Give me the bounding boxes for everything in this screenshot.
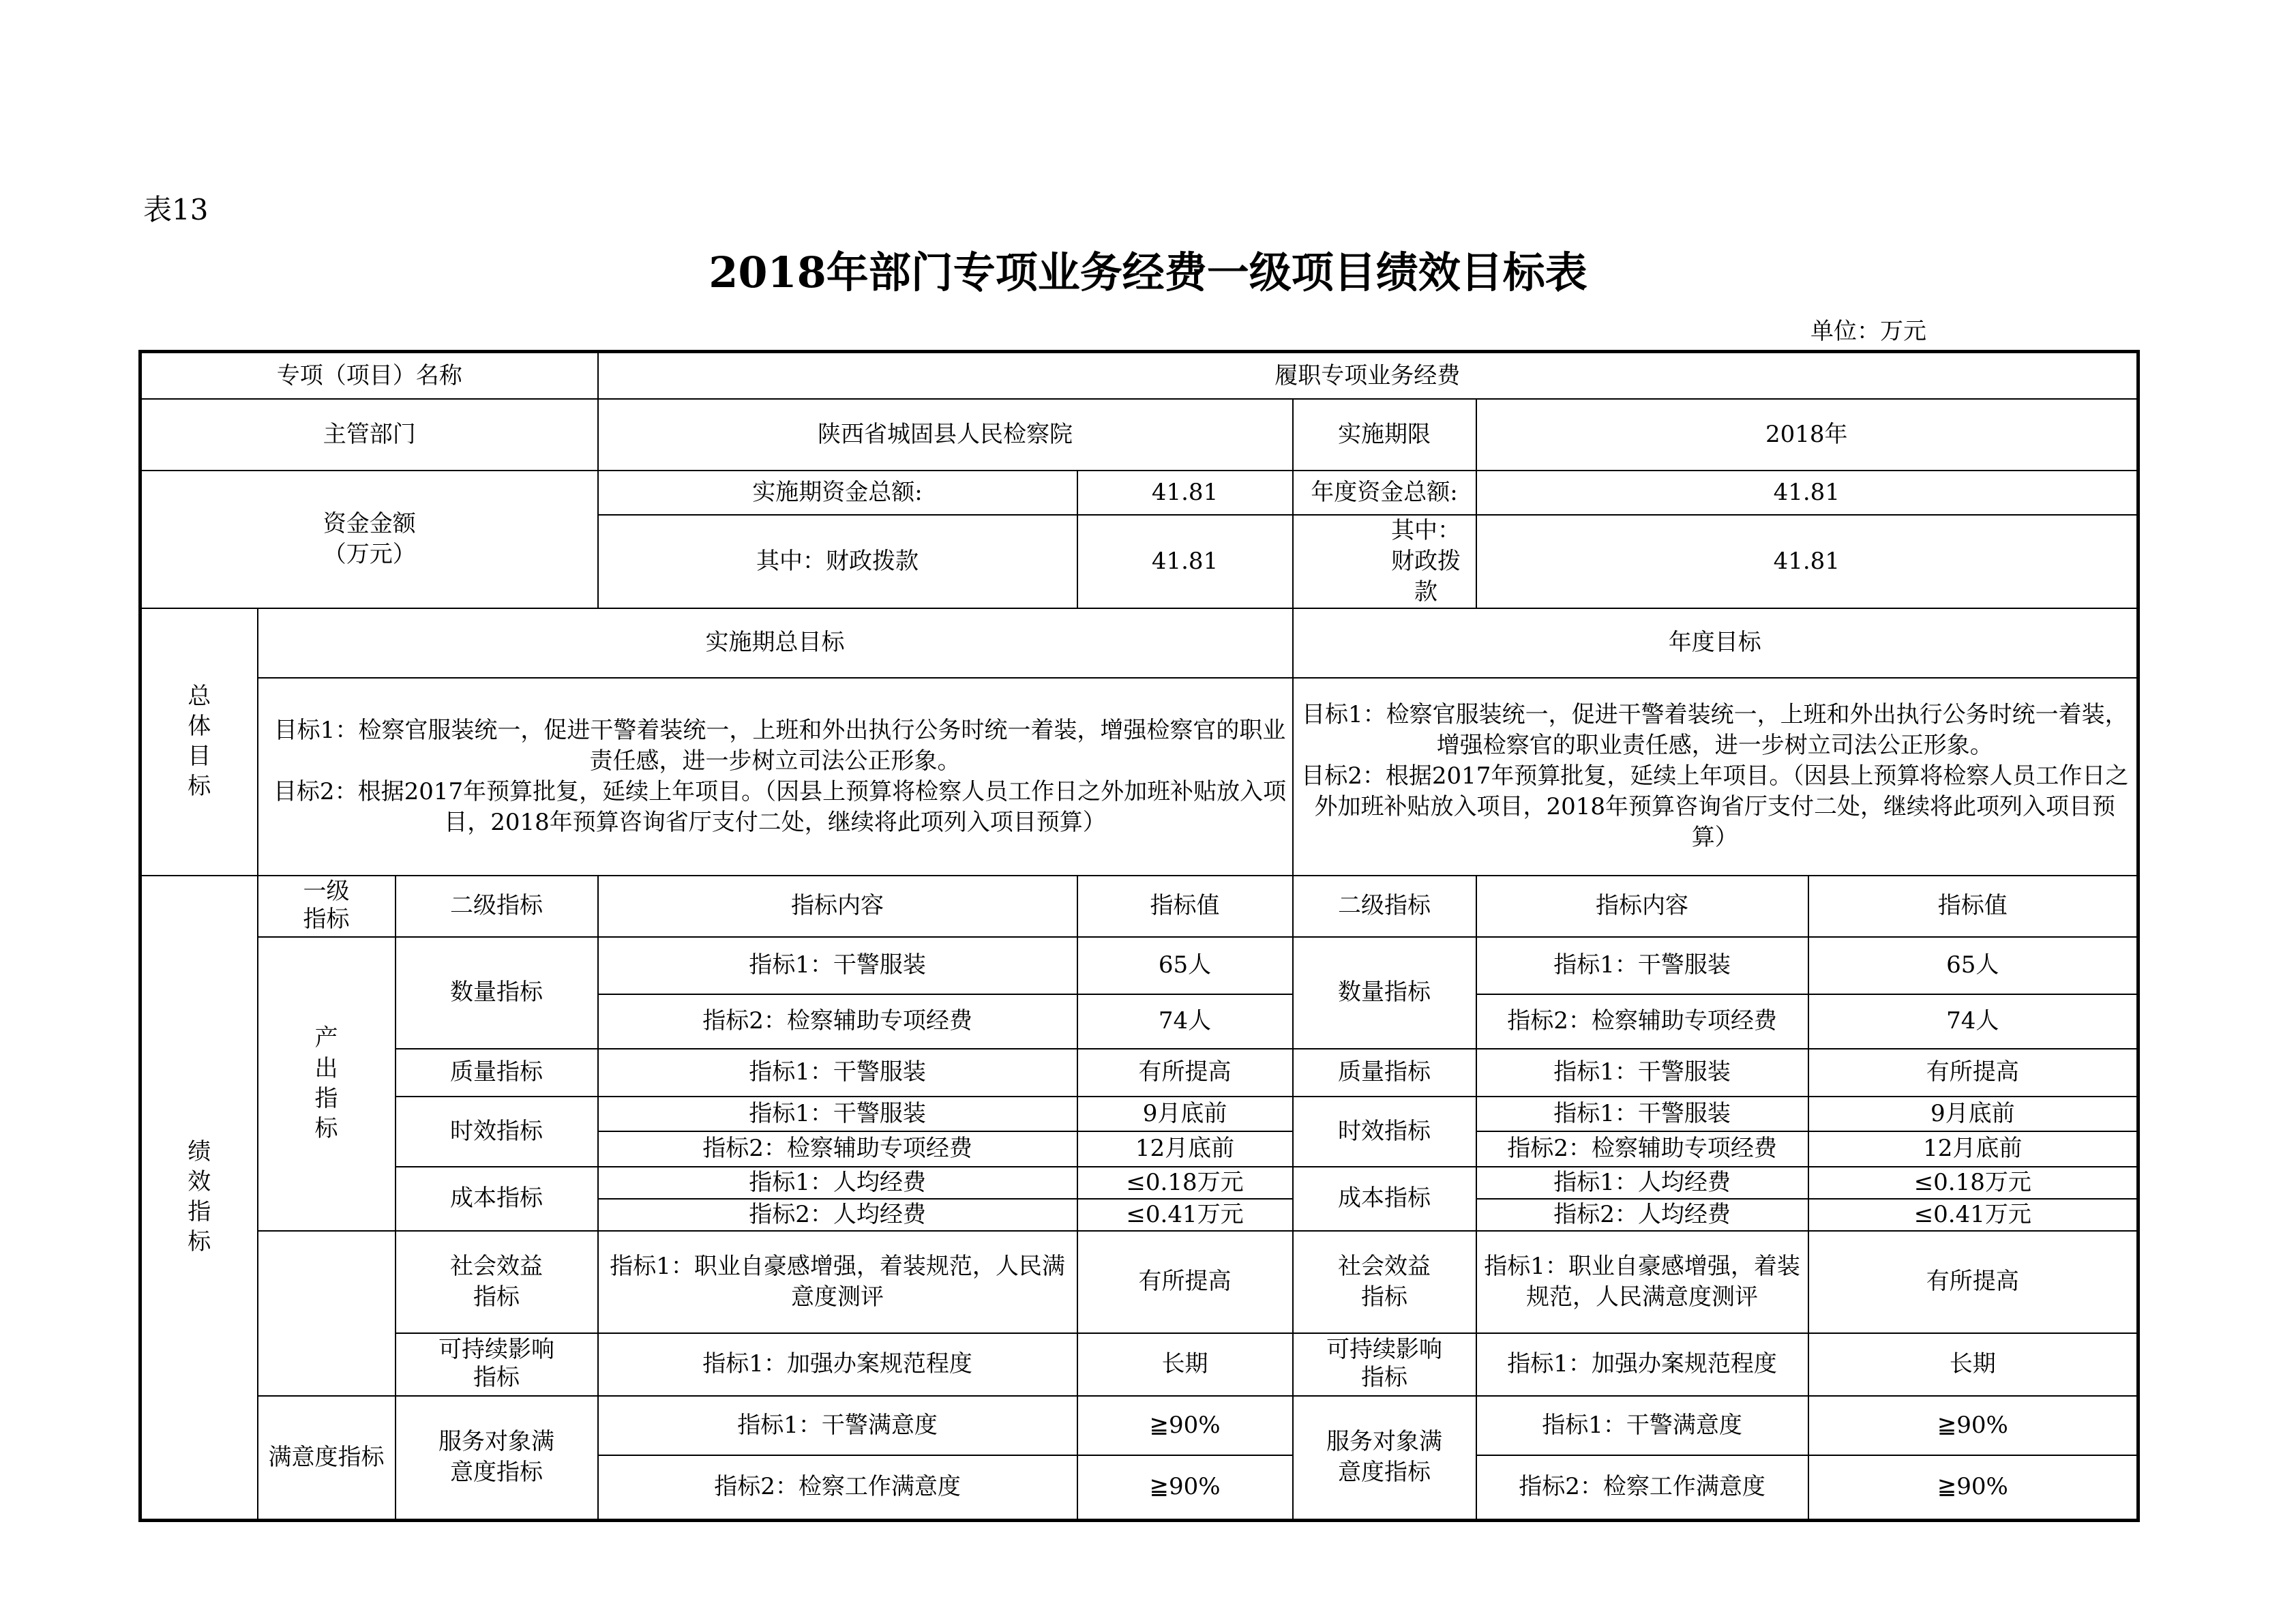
- indicator-value: ≧90%: [1077, 1455, 1293, 1521]
- table-row: [140, 1097, 2138, 1131]
- fund-fiscal-label: 其中：财政拨款: [598, 515, 1077, 608]
- indicator-value-right: ≧90%: [1808, 1396, 2138, 1455]
- indicator-content: 指标2：检察辅助专项经费: [598, 1131, 1077, 1167]
- indicator-content-right: 指标1：干警满意度: [1476, 1396, 1808, 1455]
- sustain-category: 可持续影响指标: [396, 1333, 598, 1396]
- effect-indicators-label: [258, 1231, 396, 1396]
- quantity-category-right: 数量指标: [1293, 937, 1476, 1049]
- fund-label: [140, 471, 598, 608]
- indicator-content: 指标1：干警服装: [598, 1049, 1077, 1097]
- indicator-value-right: ≤0.18万元: [1808, 1167, 2138, 1199]
- table-number: 表13: [143, 193, 209, 226]
- fund-total-row: [140, 471, 2138, 515]
- performance-table: [138, 350, 2140, 1522]
- indicator-content: 指标1：职业自豪感增强，着装规范，人民满意度测评: [598, 1231, 1077, 1333]
- fund-fiscal-value: 41.81: [1077, 515, 1293, 608]
- indicator-content-right: 指标2：检察工作满意度: [1476, 1455, 1808, 1521]
- table-row: [140, 937, 2138, 994]
- indicator-value-right: 74人: [1808, 994, 2138, 1049]
- goals-text-row: [140, 678, 2138, 876]
- overall-goals-label: 总体目标: [140, 608, 258, 876]
- output-indicators-label: 产出指标: [258, 937, 396, 1231]
- table-row: [140, 1396, 2138, 1455]
- cost-category-right: 成本指标: [1293, 1167, 1476, 1231]
- fund-label-sub: （万元）: [323, 540, 416, 568]
- period-goal-text: [258, 678, 1293, 876]
- indicator-content: 指标2：检察工作满意度: [598, 1455, 1077, 1521]
- period-label: 实施期限: [1293, 399, 1476, 471]
- indicator-value: 长期: [1077, 1333, 1293, 1396]
- sustain-category-right: 可持续影响指标: [1293, 1333, 1476, 1396]
- table-row: [140, 1333, 2138, 1396]
- indicator-value: 9月底前: [1077, 1097, 1293, 1131]
- department-value: 陕西省城固县人民检察院: [598, 399, 1293, 471]
- period-goal-2: 目标2：根据2017年预算批复，延续上年项目。（因县上预算将检察人员工作日之外加班补贴放入项目，2018年预算咨询省厅支付二处，继续将此项列入项目预算）: [273, 777, 1287, 836]
- indicator-value: ≤0.18万元: [1077, 1167, 1293, 1199]
- project-name-value: 履职专项业务经费: [598, 352, 2138, 400]
- indicator-content-right: 指标2：人均经费: [1476, 1199, 1808, 1231]
- content-header-right: 指标内容: [1476, 876, 1808, 937]
- indicator-content: 指标1：人均经费: [598, 1167, 1077, 1199]
- timeliness-category: 时效指标: [396, 1097, 598, 1167]
- indicator-value: 74人: [1077, 994, 1293, 1049]
- indicator-content-right: 指标1：人均经费: [1476, 1167, 1808, 1199]
- service-category: 服务对象满意度指标: [396, 1396, 598, 1521]
- indicator-content-right: 指标2：检察辅助专项经费: [1476, 994, 1808, 1049]
- fund-annual-fiscal-label: 其中：财政拨款: [1293, 515, 1476, 608]
- indicator-content: 指标2：人均经费: [598, 1199, 1077, 1231]
- indicator-value-right: 有所提高: [1808, 1231, 2138, 1333]
- table-row: [140, 1231, 2138, 1333]
- quality-category: 质量指标: [396, 1049, 598, 1097]
- indicator-content-right: 指标1：干警服装: [1476, 1097, 1808, 1131]
- level1-header: 一级指标: [258, 876, 396, 937]
- social-category-right: 社会效益指标: [1293, 1231, 1476, 1333]
- cost-category: 成本指标: [396, 1167, 598, 1231]
- fund-annual-fiscal-value: 41.81: [1476, 515, 2138, 608]
- value-header: 指标值: [1077, 876, 1293, 937]
- indicator-value: ≤0.41万元: [1077, 1199, 1293, 1231]
- fund-total-value: 41.81: [1077, 471, 1293, 515]
- indicator-value-right: 长期: [1808, 1333, 2138, 1396]
- indicator-content: 指标1：干警服装: [598, 1097, 1077, 1131]
- fund-annual-value: 41.81: [1476, 471, 2138, 515]
- indicator-content: 指标2：检察辅助专项经费: [598, 994, 1077, 1049]
- period-value: 2018年: [1476, 399, 2138, 471]
- indicator-value: 65人: [1077, 937, 1293, 994]
- indicator-value-right: ≤0.41万元: [1808, 1199, 2138, 1231]
- indicator-value: 有所提高: [1077, 1049, 1293, 1097]
- indicator-content: 指标1：干警满意度: [598, 1396, 1077, 1455]
- indicator-value-right: 12月底前: [1808, 1131, 2138, 1167]
- satisfaction-indicators-label: 满意度指标: [258, 1396, 396, 1521]
- indicator-content-right: 指标1：职业自豪感增强，着装规范，人民满意度测评: [1476, 1231, 1808, 1333]
- indicator-value-right: 9月底前: [1808, 1097, 2138, 1131]
- annual-goal-header: 年度目标: [1293, 608, 2138, 678]
- annual-goal-2: 目标2：根据2017年预算批复，延续上年项目。（因县上预算将检察人员工作日之外加班补贴放入项目，2018年预算咨询省厅支付二处，继续将此项列入项目预算）: [1301, 762, 2129, 851]
- fund-annual-label: 年度资金总额:: [1293, 471, 1476, 515]
- indicator-header-row: [140, 876, 2138, 937]
- indicator-content-right: 指标1：干警服装: [1476, 1049, 1808, 1097]
- performance-indicators-label: 绩效指标: [140, 876, 258, 1521]
- table-row: [140, 1167, 2138, 1199]
- indicator-value-right: 有所提高: [1808, 1049, 2138, 1097]
- annual-goal-1: 目标1：检察官服装统一，促进干警着装统一，上班和外出执行公务时统一着装，增强检察官的职业责任感，进一步树立司法公正形象。: [1301, 701, 2128, 760]
- level2-header-right: 二级指标: [1293, 876, 1476, 937]
- annual-goal-text: [1293, 678, 2138, 876]
- goals-header-row: [140, 608, 2138, 678]
- period-goal-1: 目标1：检察官服装统一，促进干警着装统一，上班和外出执行公务时统一着装，增强检察官的职业责任感，进一步树立司法公正形象。: [273, 716, 1286, 775]
- indicator-content-right: 指标2：检察辅助专项经费: [1476, 1131, 1808, 1167]
- indicator-content: 指标1：干警服装: [598, 937, 1077, 994]
- indicator-content-right: 指标1：加强办案规范程度: [1476, 1333, 1808, 1396]
- social-category: 社会效益指标: [396, 1231, 598, 1333]
- level2-header: 二级指标: [396, 876, 598, 937]
- project-name-label: 专项（项目）名称: [140, 352, 598, 400]
- period-goal-header: 实施期总目标: [258, 608, 1293, 678]
- indicator-content-right: 指标1：干警服装: [1476, 937, 1808, 994]
- department-row: [140, 399, 2138, 471]
- value-header-right: 指标值: [1808, 876, 2138, 937]
- department-label: 主管部门: [140, 399, 598, 471]
- indicator-value-right: ≧90%: [1808, 1455, 2138, 1521]
- table-row: [140, 1049, 2138, 1097]
- fund-label-main: 资金金额: [323, 509, 416, 537]
- indicator-content: 指标1：加强办案规范程度: [598, 1333, 1077, 1396]
- service-category-right: 服务对象满意度指标: [1293, 1396, 1476, 1521]
- timeliness-category-right: 时效指标: [1293, 1097, 1476, 1167]
- quantity-category: 数量指标: [396, 937, 598, 1049]
- fund-total-label: 实施期资金总额:: [598, 471, 1077, 515]
- indicator-value: ≧90%: [1077, 1396, 1293, 1455]
- indicator-value: 12月底前: [1077, 1131, 1293, 1167]
- quality-category-right: 质量指标: [1293, 1049, 1476, 1097]
- page-title: 2018年部门专项业务经费一级项目绩效目标表: [709, 248, 1587, 297]
- unit-label: 单位：万元: [1810, 318, 1926, 345]
- indicator-value: 有所提高: [1077, 1231, 1293, 1333]
- indicator-value-right: 65人: [1808, 937, 2138, 994]
- project-name-row: [140, 352, 2138, 400]
- content-header: 指标内容: [598, 876, 1077, 937]
